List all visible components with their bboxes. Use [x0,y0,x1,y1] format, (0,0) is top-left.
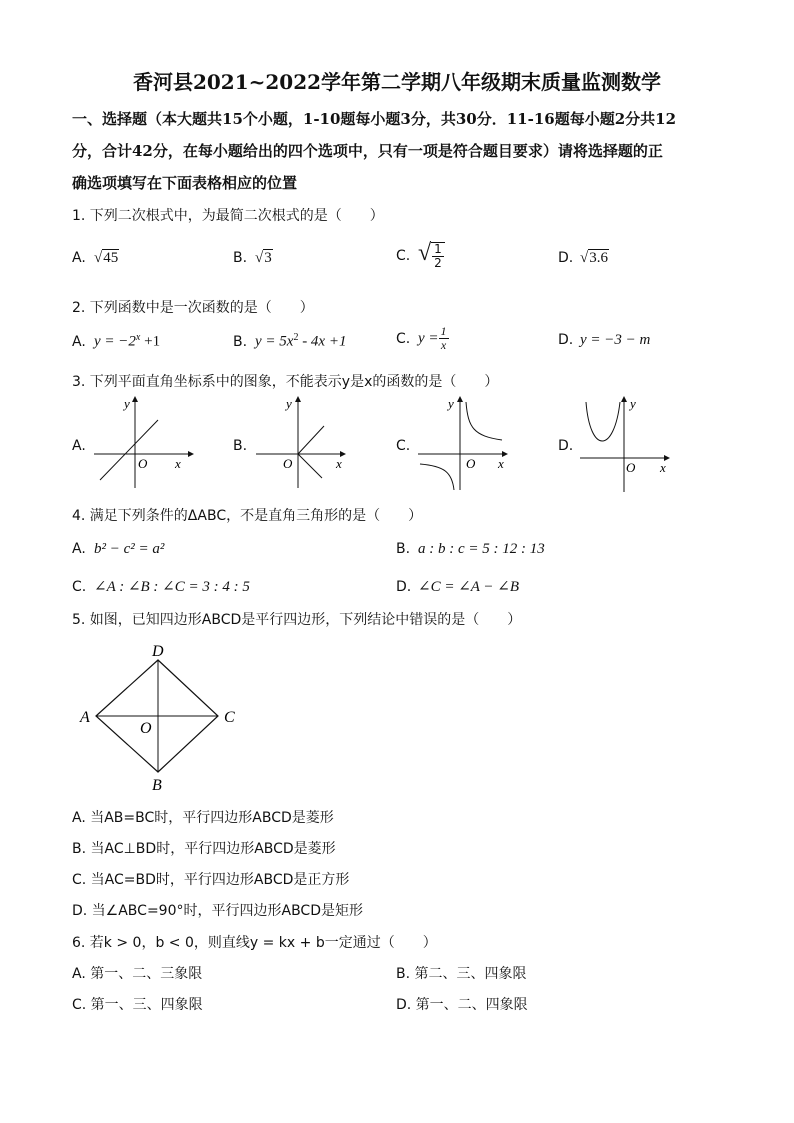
q1-option-a: A. √45 [72,250,119,266]
q2-option-a [72,332,160,351]
vertex-label-a: A [80,709,90,726]
option-label: B. [396,541,411,557]
option-label: A. [72,333,86,350]
q2-option-b [233,332,346,351]
x-axis-label: x [660,460,666,475]
option-label: D. [558,332,574,348]
q4-d-expr: ∠C = ∠A − ∠B [418,579,520,595]
vertex-label-c: C [224,709,235,726]
question-5-stem: 5. 如图，已知四边形ABCD是平行四边形，下列结论中错误的是（ ） [72,612,522,628]
q1-b-radicand: 3 [264,250,272,266]
q4-b-expr: a : b : c = 5 : 12 : 13 [418,541,545,557]
q4-a-expr: b² − c² = a² [94,541,165,557]
q2-b-exponent: 2 [293,332,299,343]
q6-option-c: C. 第一、三、四象限 [72,997,203,1013]
option-label: C. [72,579,87,595]
q3-graph-b [252,392,362,492]
q3-graph-d [576,392,686,492]
q6-option-a: A. 第一、二、三象限 [72,966,203,982]
x-axis-label: x [498,456,504,471]
q5-parallelogram-figure [76,640,246,795]
section-instructions-line3: 确选项填写在下面表格相应的位置 [72,174,298,192]
q5-option-d: D. 当∠ABC=90°时，平行四边形ABCD是矩形 [72,903,363,919]
q5-option-c: C. 当AC=BD时，平行四边形ABCD是正方形 [72,872,350,888]
option-label: D. [396,579,412,595]
y-axis-label: y [448,396,454,411]
question-1-stem: 1. 下列二次根式中，为最简二次根式的是（ ） [72,208,384,224]
y-axis-label: y [286,396,292,411]
y-axis-label: y [630,396,636,411]
origin-label: O [138,456,148,471]
question-4-stem: 4. 满足下列条件的ΔABC，不是直角三角形的是（ ） [72,508,423,524]
q2-a-tail: +1 [140,333,161,350]
q1-option-d: D. √3.6 [558,250,608,266]
graph-line [100,420,158,480]
q1-option-c: C. √ $\frac{1}{2}$ [396,240,445,270]
q2-b-expr: y = 5x [255,333,294,350]
y-axis-arrow [621,396,627,402]
x-axis-label: x [175,456,181,471]
parabola-curve [586,402,620,441]
q2-c-prefix: y = [418,330,439,347]
q2-a-expr: y = −2 [94,333,136,350]
option-label: B. [233,333,248,350]
origin-label: O [466,456,476,471]
y-axis-arrow [295,396,301,402]
option-label: A. [72,541,86,557]
graph-ray-down [298,454,322,478]
question-2-stem: 2. 下列函数中是一次函数的是（ ） [72,300,314,316]
y-axis-arrow [132,396,138,402]
q2-a-exponent: x [135,332,141,343]
hyperbola-branch-upper [466,402,502,440]
q3-graph-c [414,392,524,492]
graph-ray-up [298,426,324,454]
q2-b-tail: - 4x +1 [298,333,347,350]
q4-option-b [396,541,545,558]
q4-option-a [72,541,164,558]
q3-option-b-label: B. [233,438,248,454]
q3-option-c-label: C. [396,438,411,454]
question-6-stem: 6. 若k > 0，b < 0，则直线y = kx + b一定通过（ ） [72,935,437,951]
section-instructions-line1: 一、选择题（本大题共15个小题，1-10题每小题3分，共30分．11-16题每小题2分共12 [72,110,677,128]
q2-d-expr: y = −3 − m [580,332,651,348]
hyperbola-branch-lower [420,464,454,490]
vertex-label-b: B [152,777,162,794]
option-label: B. [233,250,248,266]
q3-graph-a [90,392,200,492]
q5-option-a: A. 当AB=BC时，平行四边形ABCD是菱形 [72,810,334,826]
vertex-label-d: D [152,643,164,660]
origin-label: O [626,460,636,475]
q2-option-c [396,325,449,352]
q1-option-b: B. √3 [233,250,272,266]
q1-c-numerator: 1 [434,242,442,256]
q4-c-expr: ∠A : ∠B : ∠C = 3 : 4 : 5 [94,579,250,595]
q2-c-denominator: x [440,338,447,352]
option-label: C. [396,330,411,347]
q2-option-d [558,332,650,349]
q1-d-radicand: 3.6 [589,250,608,266]
question-3-stem: 3. 下列平面直角坐标系中的图象，不能表示y是x的函数的是（ ） [72,374,499,390]
section-instructions-line2: 分，合计42分，在每小题给出的四个选项中，只有一项是符合题目要求）请将选择题的正 [72,142,663,160]
x-axis-label: x [336,456,342,471]
option-label: D. [558,250,574,266]
y-axis-arrow [457,396,463,402]
q4-option-c [72,577,250,596]
x-axis-arrow [188,451,194,457]
origin-label: O [283,456,293,471]
y-axis-label: y [124,396,130,411]
q1-c-denominator: 2 [434,256,442,270]
q6-option-b: B. 第二、三、四象限 [396,966,527,982]
q4-option-d [396,577,519,596]
q2-c-numerator: 1 [440,324,447,338]
page-title: 香河县2021~2022学年第二学期八年级期末质量监测数学 [132,70,662,94]
option-label: C. [396,248,411,264]
option-label: A. [72,250,86,266]
q5-option-b: B. 当AC⊥BD时，平行四边形ABCD是菱形 [72,841,336,857]
center-label-o: O [140,720,152,737]
q6-option-d: D. 第一、二、四象限 [396,997,528,1013]
q1-a-radicand: 45 [103,250,119,266]
q3-option-d-label: D. [558,438,574,454]
q3-option-a-label: A. [72,438,86,454]
